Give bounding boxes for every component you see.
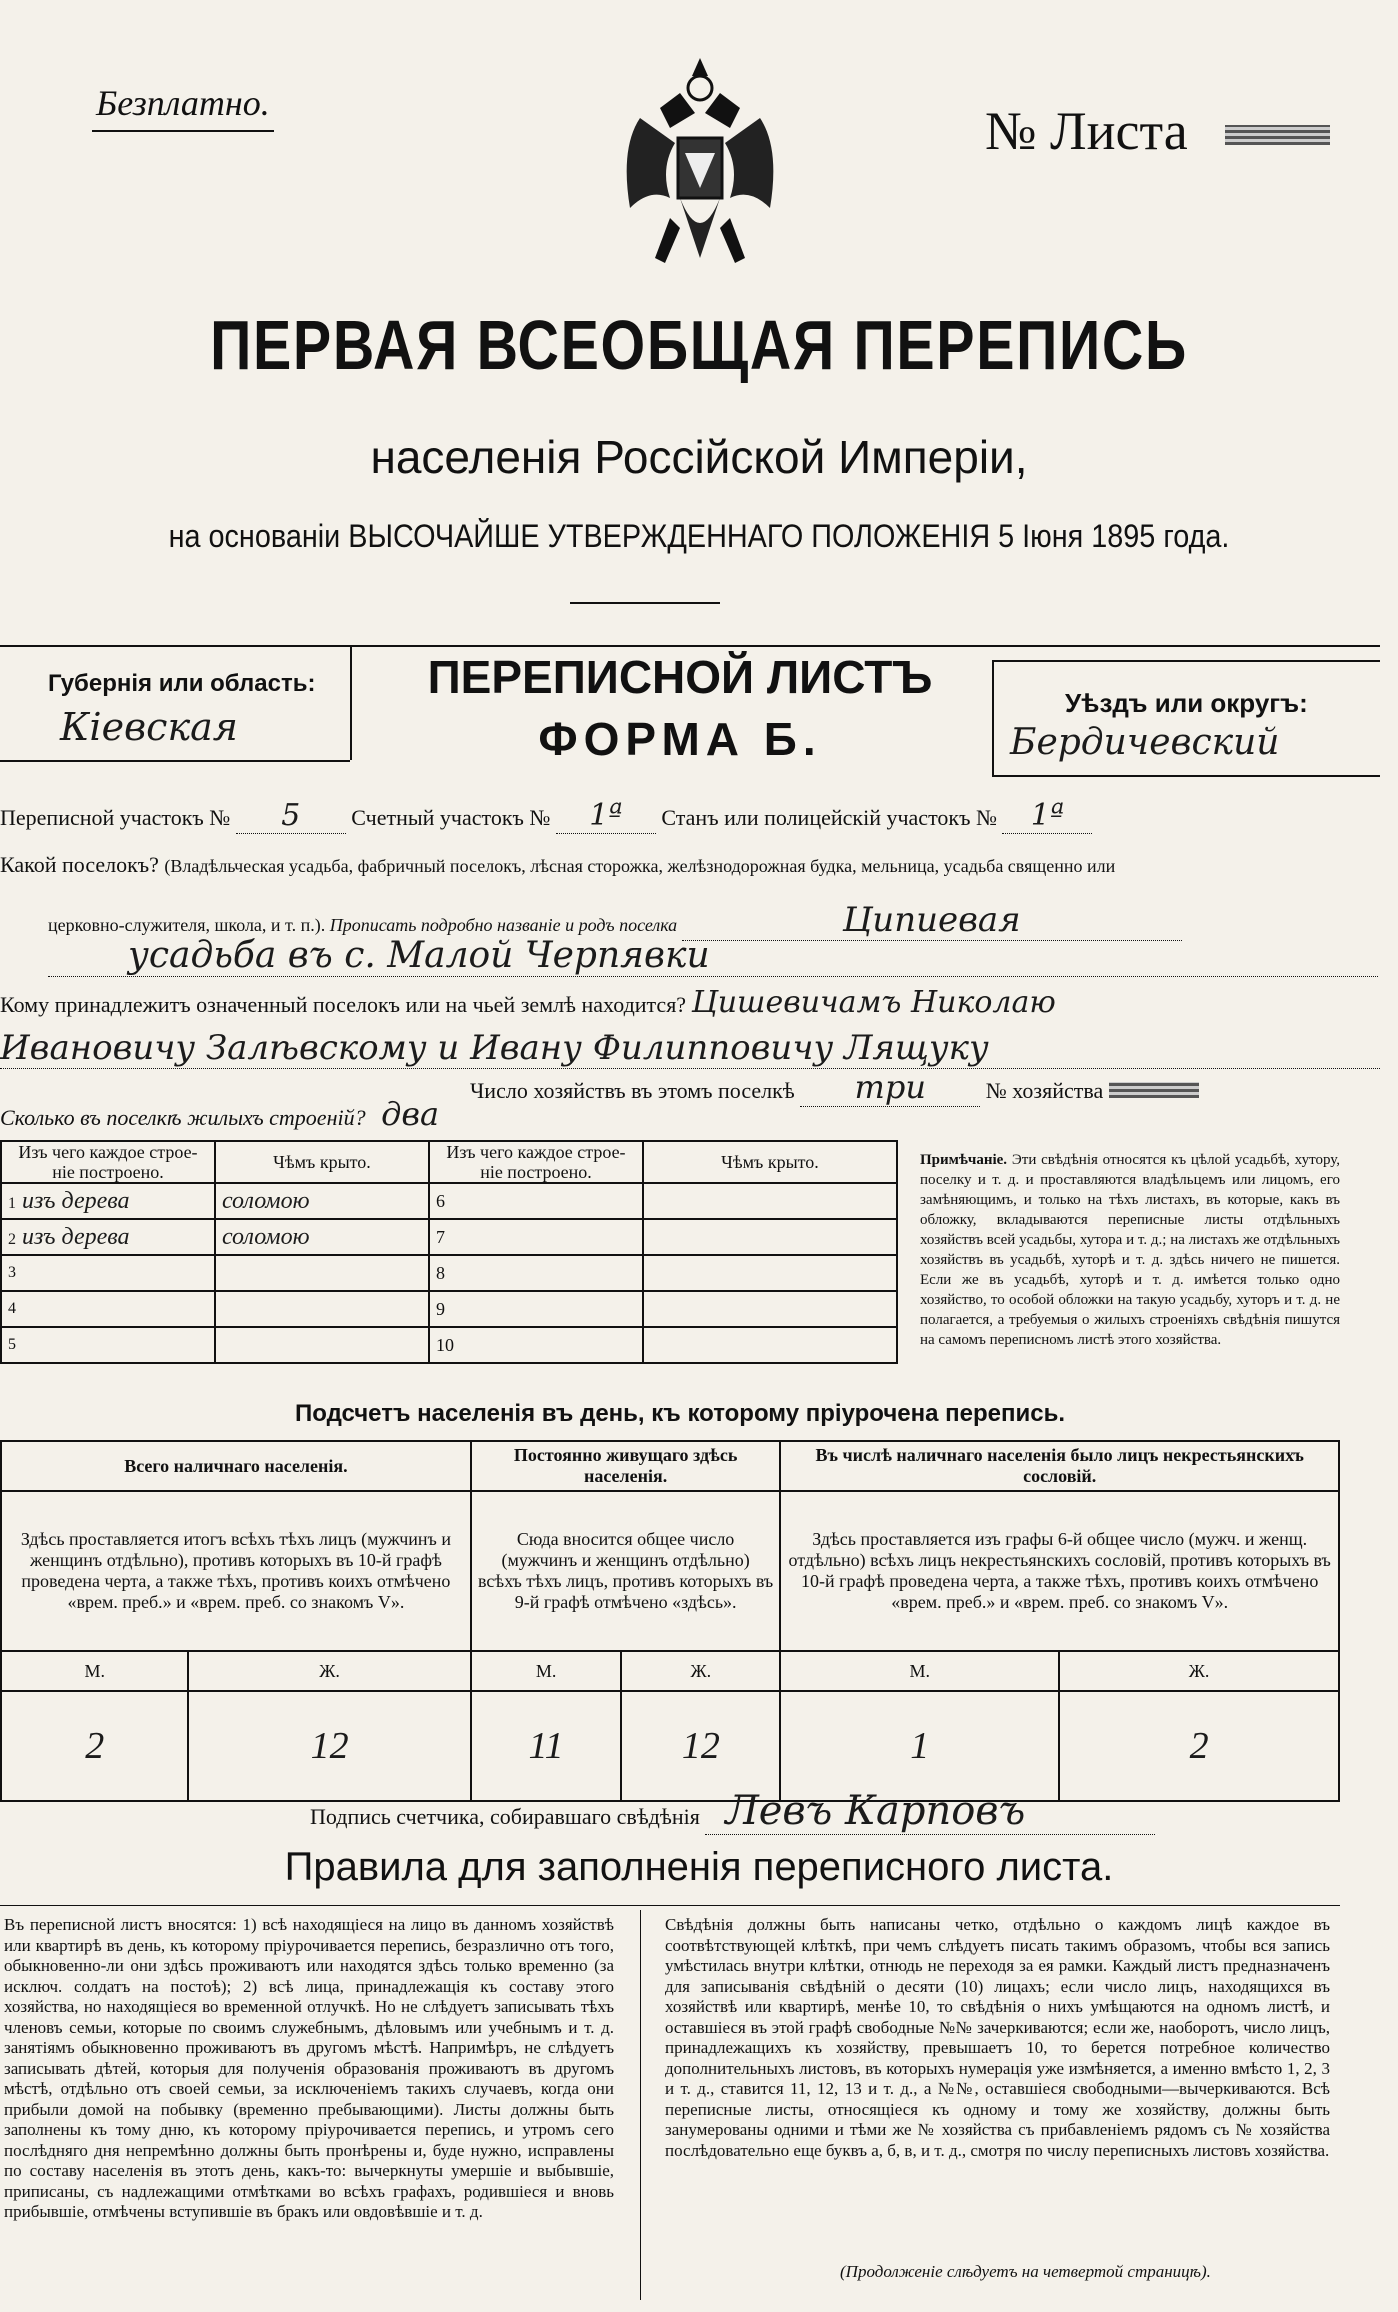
building-material[interactable]: изъ дерева [22,1187,130,1214]
empty-cell[interactable] [215,1255,429,1291]
building-roof[interactable]: соломою [215,1183,429,1219]
buildings-label: Сколько въ поселкѣ жилыхъ строеній? [0,1105,366,1130]
female-label: Ж. [188,1651,470,1691]
settlement-hint-2: церковно-служителя, школа, и т. п.). [48,915,326,935]
province-label: Губернія или область: [48,670,316,697]
sheet-number-crossed [1225,125,1330,145]
district-divider [992,660,994,775]
buildings-col-material-header-2: Изъ чего каждое строе-ніе построено. [429,1141,643,1183]
rules-top-rule [0,1905,1340,1906]
female-label: Ж. [1059,1651,1339,1691]
empty-cell[interactable] [643,1219,897,1255]
resident-male-value[interactable]: 11 [471,1691,621,1801]
empty-cell[interactable] [215,1291,429,1327]
station-label: Станъ или полицейскій участокъ № [661,805,997,830]
households-label: Число хозяйствъ въ этомъ поселкѣ [470,1078,795,1103]
free-label: Безплатно. [92,82,274,132]
male-label: М. [1,1651,188,1691]
signature-label: Подпись счетчика, собиравшаго свѣдѣнія [310,1804,700,1829]
count-title: Подсчетъ населенія въ день, къ которому пріурочена перепись. [295,1400,1065,1427]
buildings-col-material-header: Изъ чего каждое строе-ніе построено. [1,1141,215,1183]
non-peasant-male-value[interactable]: 1 [780,1691,1059,1801]
rules-title: Правила для заполненія переписного листа. [284,1845,1114,1889]
row-number: 6 [429,1183,643,1219]
district-underline [992,775,1380,777]
rules-continued: (Продолженіе слѣдуетъ на четвертой страницѣ). [840,2262,1211,2281]
note-block [920,1150,1340,1350]
empty-cell[interactable] [643,1327,897,1363]
row-number: 4 [1,1291,215,1327]
count-area-label: Счетный участокъ № [351,805,551,830]
row-number: 8 [429,1255,643,1291]
settlement-hint: (Владѣльческая усадьба, фабричный поселокъ, лѣсная сторожка, желѣзнодорожная будка, мельница, усадьба священно или [164,856,1116,876]
table-row [1,1327,897,1363]
buildings-table [0,1140,898,1364]
row-number: 7 [429,1219,643,1255]
station-value[interactable]: 1ª [1002,798,1092,834]
buildings-col-roof-header: Чѣмъ крыто. [215,1141,429,1183]
empty-cell[interactable] [215,1327,429,1363]
row-number: 9 [429,1291,643,1327]
empty-cell[interactable] [643,1183,897,1219]
sheet-title: ПЕРЕПИСНОЙ ЛИСТЪ [427,651,933,703]
district-top-rule [992,660,1380,662]
household-no-crossed [1109,1082,1199,1098]
table-row [1,1291,897,1327]
province-divider [350,645,352,760]
settlement-value-2[interactable]: усадьба въ с. Малой Черпявки [48,935,1378,977]
settlement-value-1[interactable]: Ципиевая [682,900,1182,941]
resident-female-value[interactable]: 12 [621,1691,780,1801]
empty-cell[interactable] [643,1255,897,1291]
census-area-label: Переписной участокъ № [0,805,231,830]
count-area-value[interactable]: 1ª [556,798,656,834]
buildings-value[interactable]: два [381,1095,440,1133]
owner-value-1[interactable]: Цишевичамъ Николаю [691,985,1056,1020]
male-label: М. [780,1651,1059,1691]
settlement-hint-3: Прописать подробно названіе и родъ поселка [329,915,678,935]
building-roof[interactable]: соломою [215,1219,429,1255]
note-text: Эти свѣдѣнія относятся къ цѣлой усадьбѣ, хутору, поселку и т. д. и проставляются владѣльцемъ или лицомъ, его замѣняющимъ, и только на тѣхъ листахъ, въ которые, какъ въ обложку, вкладываются переписные листы отдѣльныхъ хозяйствъ всей усадьбы, хутора и т. д.; на листахъ же отдѣльныхъ хозяйствъ въ усадьбѣ, хуторѣ и т. д. здѣсь ничего не пишется. Если же въ усадьбѣ, хуторѣ и т. д. имѣется только одно хозяйство, то особой обложки на такую усадьбу, хуторъ и т. д. не полагается, а требуемыя о жилыхъ строеніяхъ свѣдѣнія пишутся на самомъ переписномъ листѣ этого хозяйства. [920,1152,1341,1348]
province-underline [0,760,350,762]
signature-value[interactable]: Левъ Карповъ [705,1788,1155,1835]
rules-left-text: Въ переписной листъ вносятся: 1) всѣ находящіеся на лицо въ данномъ хозяйствѣ или квартирѣ въ день, къ которому пріурочивается перепись, безразлично отъ того, обыкновенно-ли они здѣсь проживаютъ или находятся здѣсь только временно (за исключ. солдатъ на постоѣ); 2) всѣ лица, принадлежащія къ составу этого хозяйства, но находящіеся во временной отлучкѣ. Но не слѣдуетъ записывать тѣхъ членовъ семьи, которые по своимъ служебнымъ, дѣловымъ или учебнымъ и т. д. занятіямъ обыкновенно проживаютъ въ другомъ мѣстѣ. Напримѣръ, не слѣдуетъ записывать дѣтей, которыя для полученія образованія проживаютъ въ другомъ мѣстѣ, отдѣльно отъ своей семьи, за исключеніемъ такихъ случаевъ, когда они прибыли домой на побывку (временно пребывающими). Листы должны быть заполнены къ тому дню, къ которому пріурочивается перепись, и утромъ сего послѣдняго дня непремѣнно должны быть пронѣрены и, буде нужно, исправлены по составу населенія въ этотъ день, какъ-то: вычеркнуты умершіе и выбывшіе, приписаны, съ надлежащими отмѣтками во всѣхъ графахъ, родившіеся и вновь прибывшіе, отмѣчены вступившіе въ бракъ или овдовѣвшіе и т. д. [4,1915,614,2221]
page-subtitle: населенія Россійской Имперіи, [370,431,1028,483]
row-number: 1 [8,1194,16,1212]
row-number: 10 [429,1327,643,1363]
female-label: Ж. [621,1651,780,1691]
male-label: М. [471,1651,621,1691]
empty-cell[interactable] [643,1291,897,1327]
province-value[interactable]: Кіевская [60,705,238,749]
divider [570,602,720,604]
table-row [1,1255,897,1291]
count-col-3-text: Здѣсь проставляется изъ графы 6-й общее число (мужч. и женщ. отдѣльно) всѣхъ лицъ некрестьянскихъ сословій, противъ которыхъ въ 10-й графѣ проведена черта, а также тѣхъ, противъ коихъ отмѣчено «врем. преб.» и «врем. преб. со знакомъ V». [780,1491,1339,1651]
district-label: Уѣздъ или округъ: [1065,688,1308,718]
note-label: Примѣчаніе. [920,1152,1008,1168]
row-number: 2 [8,1230,16,1248]
count-table [0,1440,1340,1802]
households-value[interactable]: три [800,1068,980,1107]
count-col-1-text: Здѣсь проставляется итогъ всѣхъ тѣхъ лицъ (мужчинъ и женщинъ отдѣльно), противъ которыхъ въ 10-й графѣ проведена черта, а также тѣхъ, противъ коихъ отмѣчено «врем. преб.» и «врем. преб. со знакомъ V». [1,1491,471,1651]
present-male-value[interactable]: 2 [1,1691,188,1801]
table-row [1,1183,897,1219]
settlement-label: Какой поселокъ? [0,852,159,877]
count-col-3-title: Въ числѣ наличнаго населенія было лицъ некрестьянскихъ сословій. [780,1441,1339,1491]
rules-right-text: Свѣдѣнія должны быть написаны четко, отдѣльно о каждомъ лицѣ каждое въ соотвѣтствующей клѣткѣ, при чемъ слѣдуетъ писать такимъ образомъ, чтобы вся запись умѣстилась внутри клѣтки, отнюдь не переходя за ея рамки. Каждый листъ предназначенъ для записыванія свѣдѣній о десяти (10) лицахъ; если число лицъ, находящихся въ хозяйствѣ или квартирѣ, менѣе 10, то свѣдѣнія о нихъ умѣщаются на одномъ листѣ, и оставшіеся въ этой графѣ свободные №№ зачеркиваются; если же, наоборотъ, число лицъ, принадлежащихъ къ хозяйству, превышаетъ 10, то берется потребное количество дополнительныхъ листовъ, въ которыхъ нумерація уже измѣняется, а именно вмѣсто 1, 2, 3 и т. д., ставится 11, 12, 13 и т. д., а №№, оставшіеся свободными—вычеркиваются. Всѣ переписные листы, относящіеся къ одному и тому же хозяйству, должны быть занумерованы одними и тѣми же № хозяйства съ прибавленіемъ рядомъ съ № хозяйства послѣдовательно еще буквъ а, б, в, и т. д., смотря по числу переписныхъ листовъ хозяйства. [665,1915,1330,2160]
household-no-label: № хозяйства [985,1078,1104,1103]
rules-divider [640,1910,641,2300]
census-area-value[interactable]: 5 [236,798,346,834]
sheet-number-label: № Листа [985,101,1188,161]
count-col-2-title: Постоянно живущаго здѣсь населенія. [471,1441,781,1491]
district-value[interactable]: Бердичевский [1010,722,1280,763]
table-row [1,1219,897,1255]
row-number: 3 [1,1255,215,1291]
count-col-2-text: Сюда вносится общее число (мужчинъ и женщинъ отдѣльно) всѣхъ тѣхъ лицъ, противъ которыхъ въ 9-й графѣ отмѣчено «здѣсь». [471,1491,781,1651]
row-number: 5 [1,1327,215,1363]
present-female-value[interactable]: 12 [188,1691,470,1801]
owner-value-2[interactable]: Ивановичу Залѣвскому и Ивану Филипповичу Лящуку [0,1028,1380,1069]
double-headed-eagle-emblem [600,58,800,288]
buildings-col-roof-header-2: Чѣмъ крыто. [643,1141,897,1183]
page-title: ПЕРВАЯ ВСЕОБЩАЯ ПЕРЕПИСЬ [210,306,1188,384]
non-peasant-female-value[interactable]: 2 [1059,1691,1339,1801]
building-material[interactable]: изъ дерева [22,1223,130,1250]
form-header-top-rule [0,645,1380,647]
form-title: ФОРМА Б. [538,713,822,765]
owner-label: Кому принадлежитъ означенный поселокъ или на чьей землѣ находится? [0,992,687,1017]
count-col-1-title: Всего наличнаго населенія. [1,1441,471,1491]
basis-line: на основаніи ВЫСОЧАЙШЕ УТВЕРЖДЕННАГО ПОЛОЖЕНІЯ 5 Іюня 1895 года. [168,518,1230,554]
